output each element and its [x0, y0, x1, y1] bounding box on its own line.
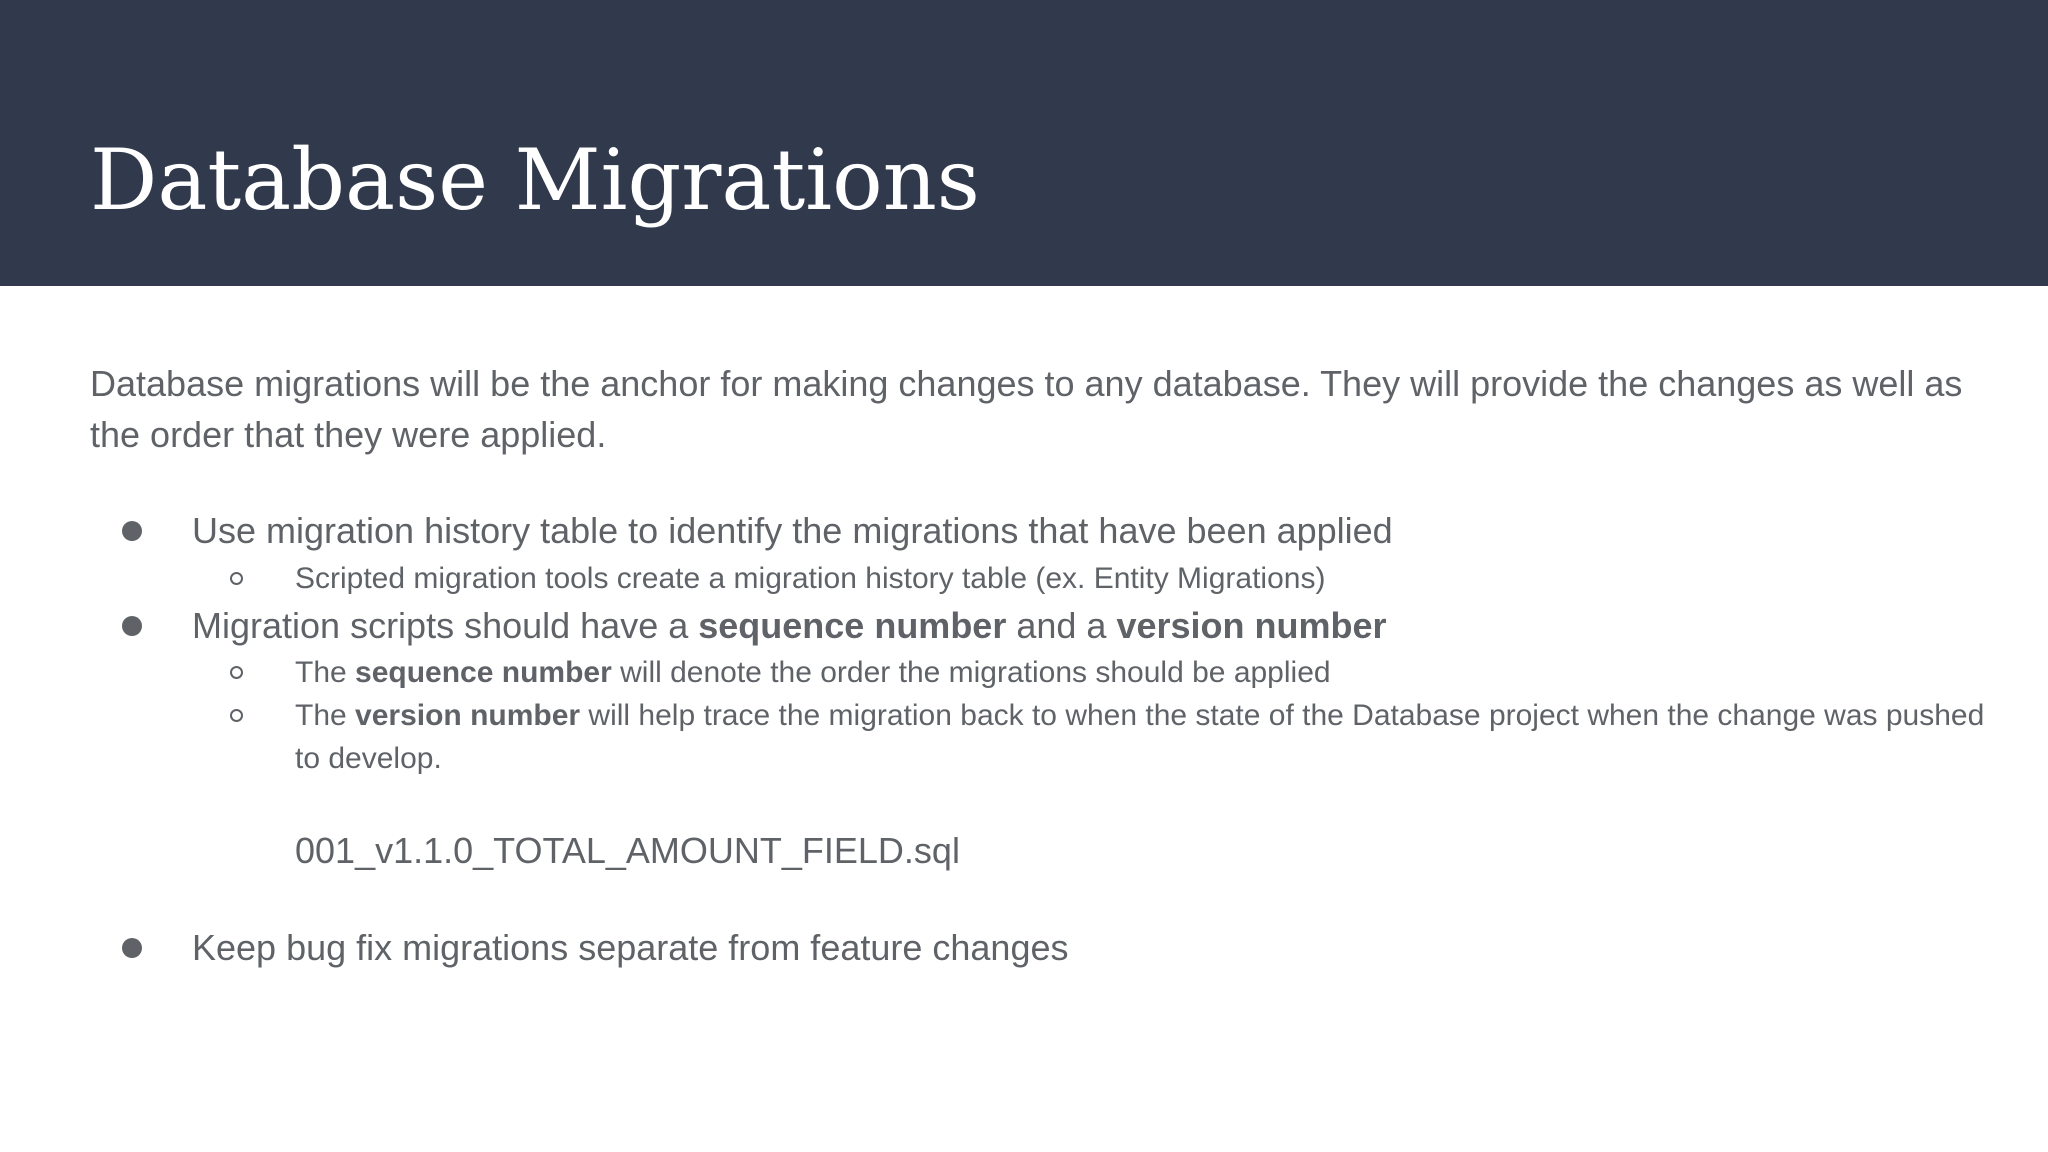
bullet-dot-icon	[122, 938, 142, 958]
bullet-text: and a	[1006, 605, 1117, 646]
sub-bullet-text: The	[295, 656, 356, 689]
slide-title: Database Migrations	[90, 131, 980, 229]
sub-bullet-circle-icon	[230, 666, 243, 679]
bullet-dot-icon	[122, 616, 142, 636]
sub-bullet-text: will denote the order the migrations should be applied	[611, 656, 1331, 689]
sub-bullet-item	[295, 694, 1995, 780]
sub-bullet-text: will help trace the migration back to when the state of the Database project when the change was pushed to develop.	[295, 699, 1985, 775]
bold-term: version number	[355, 699, 581, 732]
sub-bullet-item: Scripted migration tools create a migration history table (ex. Entity Migrations)	[295, 562, 1326, 595]
bold-term: version number	[1116, 605, 1387, 646]
sub-bullet-text: The	[295, 699, 356, 732]
bold-term: sequence number	[355, 656, 612, 689]
bullet-item	[192, 602, 1387, 650]
filename-example: 001_v1.1.0_TOTAL_AMOUNT_FIELD.sql	[295, 830, 960, 871]
bullet-text: Migration scripts should have a	[192, 605, 699, 646]
bold-term: sequence number	[698, 605, 1007, 646]
bullet-item: Use migration history table to identify the migrations that have been applied	[192, 510, 1393, 551]
bullet-dot-icon	[122, 521, 142, 541]
sub-bullet-item	[295, 651, 1331, 694]
intro-paragraph: Database migrations will be the anchor for making changes to any database. They will provide the changes as well as the order that they were applied.	[90, 363, 1963, 455]
bullet-item: Keep bug fix migrations separate from feature changes	[192, 927, 1069, 968]
sub-bullet-circle-icon	[230, 709, 243, 722]
sub-bullet-circle-icon	[230, 572, 243, 585]
